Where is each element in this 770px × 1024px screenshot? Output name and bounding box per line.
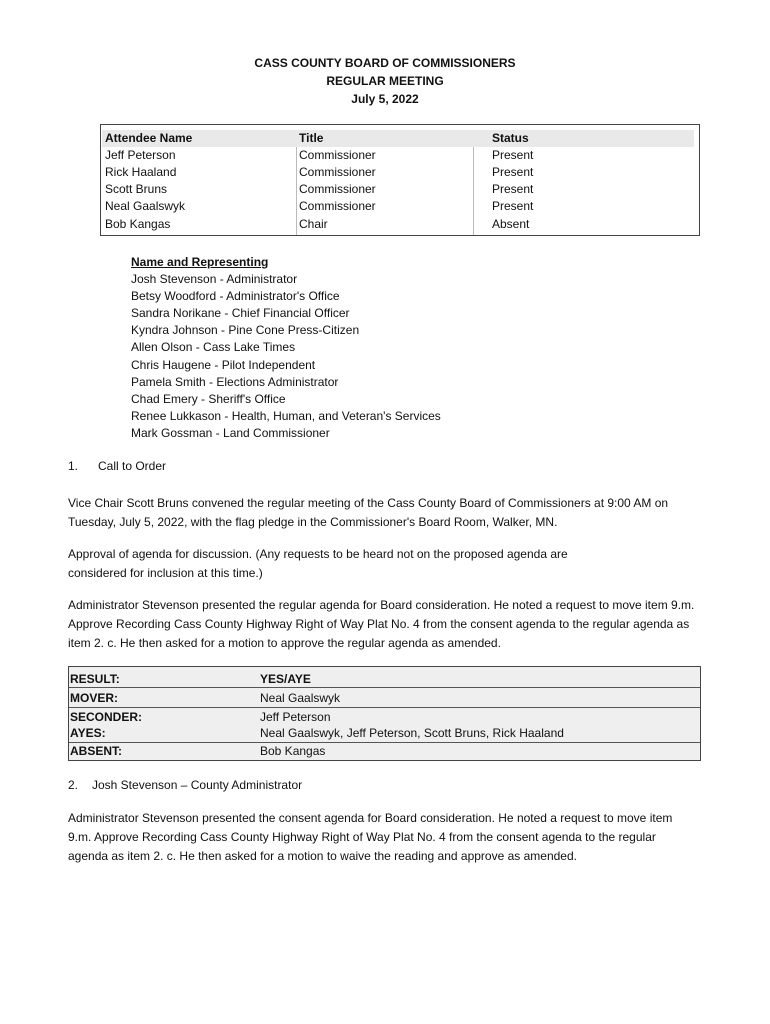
mover-label: MOVER: bbox=[70, 691, 118, 705]
section-title: Josh Stevenson – County Administrator bbox=[92, 778, 303, 792]
meeting-date: July 5, 2022 bbox=[351, 92, 419, 106]
list-item: Chad Emery - Sheriff's Office bbox=[131, 391, 286, 406]
attendee-status: Absent bbox=[492, 217, 530, 231]
paragraph-regular-agenda: Administrator Stevenson presented the regular agenda for Board consideration. He noted a request to move item 9.m. Approve Recording Cass County Highway Right of Way Plat No. 4 from the consent agenda to the regular agenda as item 2. c. He then asked for a motion to approve the regular agenda as amended. bbox=[68, 598, 695, 650]
list-item: Betsy Woodford - Administrator's Office bbox=[131, 289, 340, 304]
table-row bbox=[101, 216, 699, 233]
document-header bbox=[0, 54, 770, 108]
paragraph-call-to-order: Vice Chair Scott Bruns convened the regular meeting of the Cass County Board of Commissioners at 9:00 AM on Tuesday, July 5, 2022, with the flag pledge in the Commissioner's Board Room, Walker, MN. bbox=[68, 496, 669, 529]
list-item: Renee Lukkason - Health, Human, and Veteran's Services bbox=[131, 408, 441, 423]
seconder-label: SECONDER: bbox=[70, 710, 143, 724]
attendee-title: Commissioner bbox=[299, 165, 376, 179]
table-row bbox=[101, 181, 699, 198]
ayes-value: Neal Gaalswyk, Jeff Peterson, Scott Bruns, Rick Haaland bbox=[260, 726, 564, 740]
meeting-type: REGULAR MEETING bbox=[326, 74, 444, 88]
header-attendee-name: Attendee Name bbox=[105, 131, 193, 145]
representing-title: Name and Representing bbox=[131, 255, 269, 269]
list-item: Mark Gossman - Land Commissioner bbox=[131, 425, 330, 440]
ayes-label: AYES: bbox=[70, 726, 106, 740]
list-item: Allen Olson - Cass Lake Times bbox=[131, 340, 296, 355]
attendee-name: Rick Haaland bbox=[105, 165, 177, 179]
attendee-title: Chair bbox=[299, 217, 328, 231]
mover-value: Neal Gaalswyk bbox=[260, 691, 341, 705]
section-number: 1. bbox=[68, 459, 79, 473]
result-label: RESULT: bbox=[70, 672, 120, 686]
attendee-table bbox=[100, 124, 700, 236]
attendee-name: Scott Bruns bbox=[105, 182, 168, 196]
attendee-title: Commissioner bbox=[299, 182, 376, 196]
header-title: Title bbox=[299, 131, 324, 145]
attendee-status: Present bbox=[492, 199, 534, 213]
attendee-name: Neal Gaalswyk bbox=[105, 199, 186, 213]
list-item: Chris Haugene - Pilot Independent bbox=[131, 357, 316, 372]
attendee-name: Jeff Peterson bbox=[105, 148, 176, 162]
absent-row bbox=[69, 742, 700, 760]
paragraph-consent-agenda: Administrator Stevenson presented the consent agenda for Board consideration. He noted a request to move item 9.m. Approve Recording Cass County Highway Right of Way Plat No. 4 from the consent agenda to the regular agenda as item 2. c. He then asked for a motion to waive the reading and approve as amended. bbox=[68, 811, 673, 863]
motion-result-box bbox=[68, 666, 701, 761]
result-value: YES/AYE bbox=[260, 672, 311, 686]
list-item: Sandra Norikane - Chief Financial Officer bbox=[131, 306, 350, 321]
seconder-value: Jeff Peterson bbox=[260, 710, 331, 724]
list-item: Pamela Smith - Elections Administrator bbox=[131, 374, 339, 389]
attendee-title: Commissioner bbox=[299, 199, 376, 213]
absent-value: Bob Kangas bbox=[260, 744, 326, 758]
attendee-name: Bob Kangas bbox=[105, 217, 171, 231]
section-number: 2. bbox=[68, 778, 79, 792]
attendee-status: Present bbox=[492, 182, 534, 196]
table-row bbox=[101, 164, 699, 181]
divider bbox=[69, 687, 700, 688]
attendee-status: Present bbox=[492, 148, 534, 162]
table-row bbox=[101, 198, 699, 215]
representing-list bbox=[131, 254, 441, 442]
absent-label: ABSENT: bbox=[70, 744, 123, 758]
attendee-status: Present bbox=[492, 165, 534, 179]
ayes-row bbox=[69, 724, 700, 742]
header-status: Status bbox=[492, 131, 529, 145]
list-item: Josh Stevenson - Administrator bbox=[131, 272, 298, 287]
list-item: Kyndra Johnson - Pine Cone Press-Citizen bbox=[131, 323, 360, 338]
section-title: Call to Order bbox=[98, 459, 167, 473]
attendee-title: Commissioner bbox=[299, 148, 376, 162]
table-row bbox=[101, 147, 699, 164]
mover-row bbox=[69, 689, 700, 707]
attendee-table-header bbox=[102, 130, 694, 147]
result-row bbox=[69, 670, 700, 688]
paragraph-agenda-approval: Approval of agenda for discussion. (Any requests to be heard not on the proposed agenda are considered for inclusion at this time.) bbox=[68, 547, 568, 580]
board-title: CASS COUNTY BOARD OF COMMISSIONERS bbox=[254, 56, 516, 70]
